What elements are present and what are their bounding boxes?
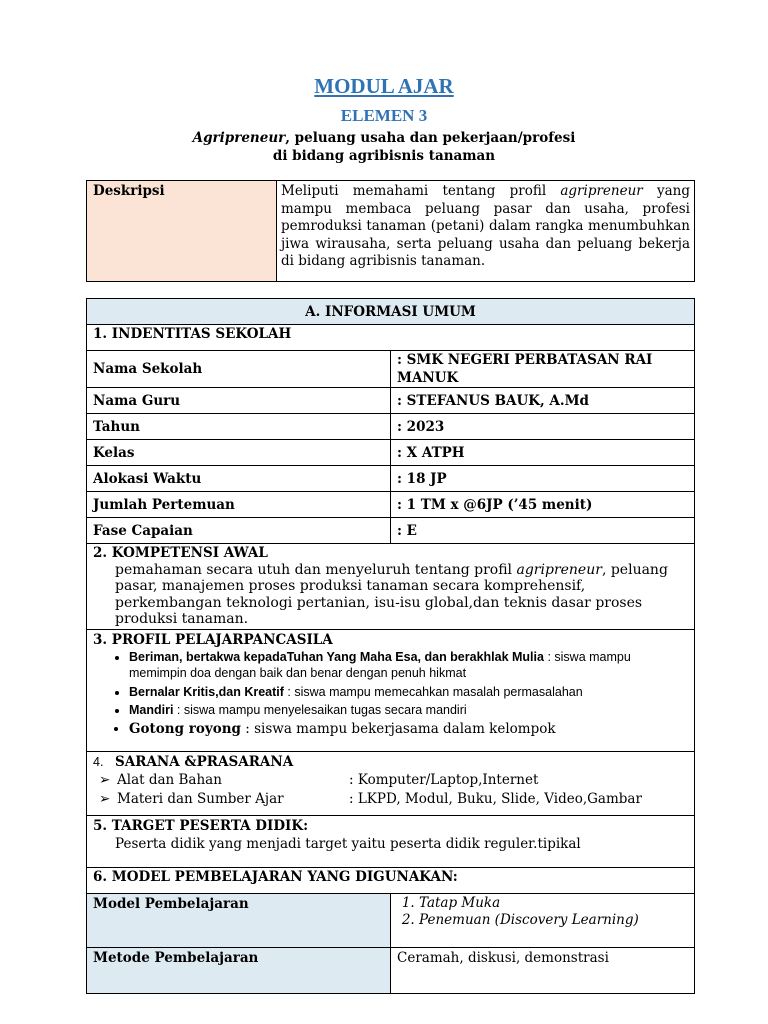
topic-line-1-rest: , peluang usaha dan pekerjaan/profesi [285, 130, 576, 146]
pancasila-profile-list [93, 649, 688, 739]
learning-method-label: Metode Pembelajaran [87, 948, 391, 994]
topic-line-1 [0, 129, 768, 147]
table-row: Jumlah Pertemuan : 1 TM x @6JP (’45 menit) [87, 492, 695, 518]
facilities-cell [87, 752, 695, 816]
arrow-bullet-icon: ➢ [99, 791, 111, 807]
learning-model-heading: 6. MODEL PEMBELAJARAN YANG DIGUNAKAN: [87, 868, 695, 894]
pancasila-profile-cell [87, 630, 695, 752]
list-item: • Beriman, bertakwa kepadaTuhan Yang Maha Esa, dan berakhlak Mulia : siswa mampu memimpin doa dengan baik dan benar dengan penuh hikmat [129, 649, 688, 681]
list-item: • Mandiri : siswa mampu menyelesaikan tugas secara mandiri [129, 702, 688, 718]
list-item: 2. Penemuan (Discovery Learning) [419, 912, 688, 929]
table-row: Fase Capaian : E [87, 518, 695, 544]
initial-competence-heading: 2. KOMPETENSI AWAL [93, 545, 268, 561]
pancasila-profile-heading: 3. PROFIL PELAJARPANCASILA [93, 632, 333, 648]
table-row: Tahun : 2023 [87, 414, 695, 440]
initial-competence-cell [87, 544, 695, 630]
identity-heading: 1. INDENTITAS SEKOLAH [87, 325, 695, 351]
list-item: ➢ Alat dan Bahan : Komputer/Laptop,Internet [99, 772, 539, 788]
learning-model-value [391, 894, 695, 948]
list-item: 1. Tatap Muka [419, 895, 688, 912]
arrow-bullet-icon: ➢ [99, 772, 111, 788]
facilities-heading: 4. SARANA &PRASARANA [93, 754, 294, 770]
target-students-heading: 5. TARGET PESERTA DIDIK: [93, 818, 309, 834]
list-item: ➢ Materi dan Sumber Ajar : LKPD, Modul, Buku, Slide, Video,Gambar [99, 791, 642, 807]
facilities-list [93, 771, 688, 809]
table-row: Nama Sekolah : SMK NEGERI PERBATASAN RAI MANUK [87, 351, 695, 388]
table-row: Kelas : X ATPH [87, 440, 695, 466]
initial-competence-text: pemahaman secara utuh dan menyeluruh tentang profil agripreneur, peluang pasar, manajemen proses produksi tanaman secara komprehensif, perkembangan teknologi pertanian, isu-isu global,dan teknis dasar proses produksi tanaman. [115, 561, 668, 627]
target-students-cell [87, 816, 695, 868]
list-item: • Gotong royong : siswa mampu bekerjasama dalam kelompok [129, 720, 688, 739]
learning-model-label: Model Pembelajaran [87, 894, 391, 948]
description-text: Meliputi memahami tentang profil agripreneur yang mampu membaca peluang pasar dan usaha, profesi pemroduksi tanaman (petani) dalam rangka menumbuhkan jiwa wirausaha, serta peluang usaha dan peluang bekerja di bidang agribisnis tanaman. [277, 181, 695, 282]
topic-emphasis: Agripreneur [192, 130, 286, 146]
list-item: • Bernalar Kritis,dan Kreatif : siswa mampu memecahkan masalah permasalahan [129, 684, 688, 700]
document-subtitle: ELEMEN 3 [340, 106, 428, 125]
description-table [86, 180, 695, 282]
topic-line-2: di bidang agribisnis tanaman [272, 148, 496, 164]
section-heading: A. INFORMASI UMUM [87, 299, 695, 325]
table-row: Alokasi Waktu : 18 JP [87, 466, 695, 492]
table-row: Nama Guru : STEFANUS BAUK, A.Md [87, 388, 695, 414]
learning-model-list [397, 895, 688, 929]
target-students-text: Peserta didik yang menjadi target yaitu peserta didik reguler.tipikal [115, 836, 581, 852]
general-info-table [86, 298, 695, 994]
description-label: Deskripsi [87, 181, 277, 282]
document-title: MODUL AJAR [314, 74, 454, 98]
learning-method-value: Ceramah, diskusi, demonstrasi [391, 948, 695, 994]
